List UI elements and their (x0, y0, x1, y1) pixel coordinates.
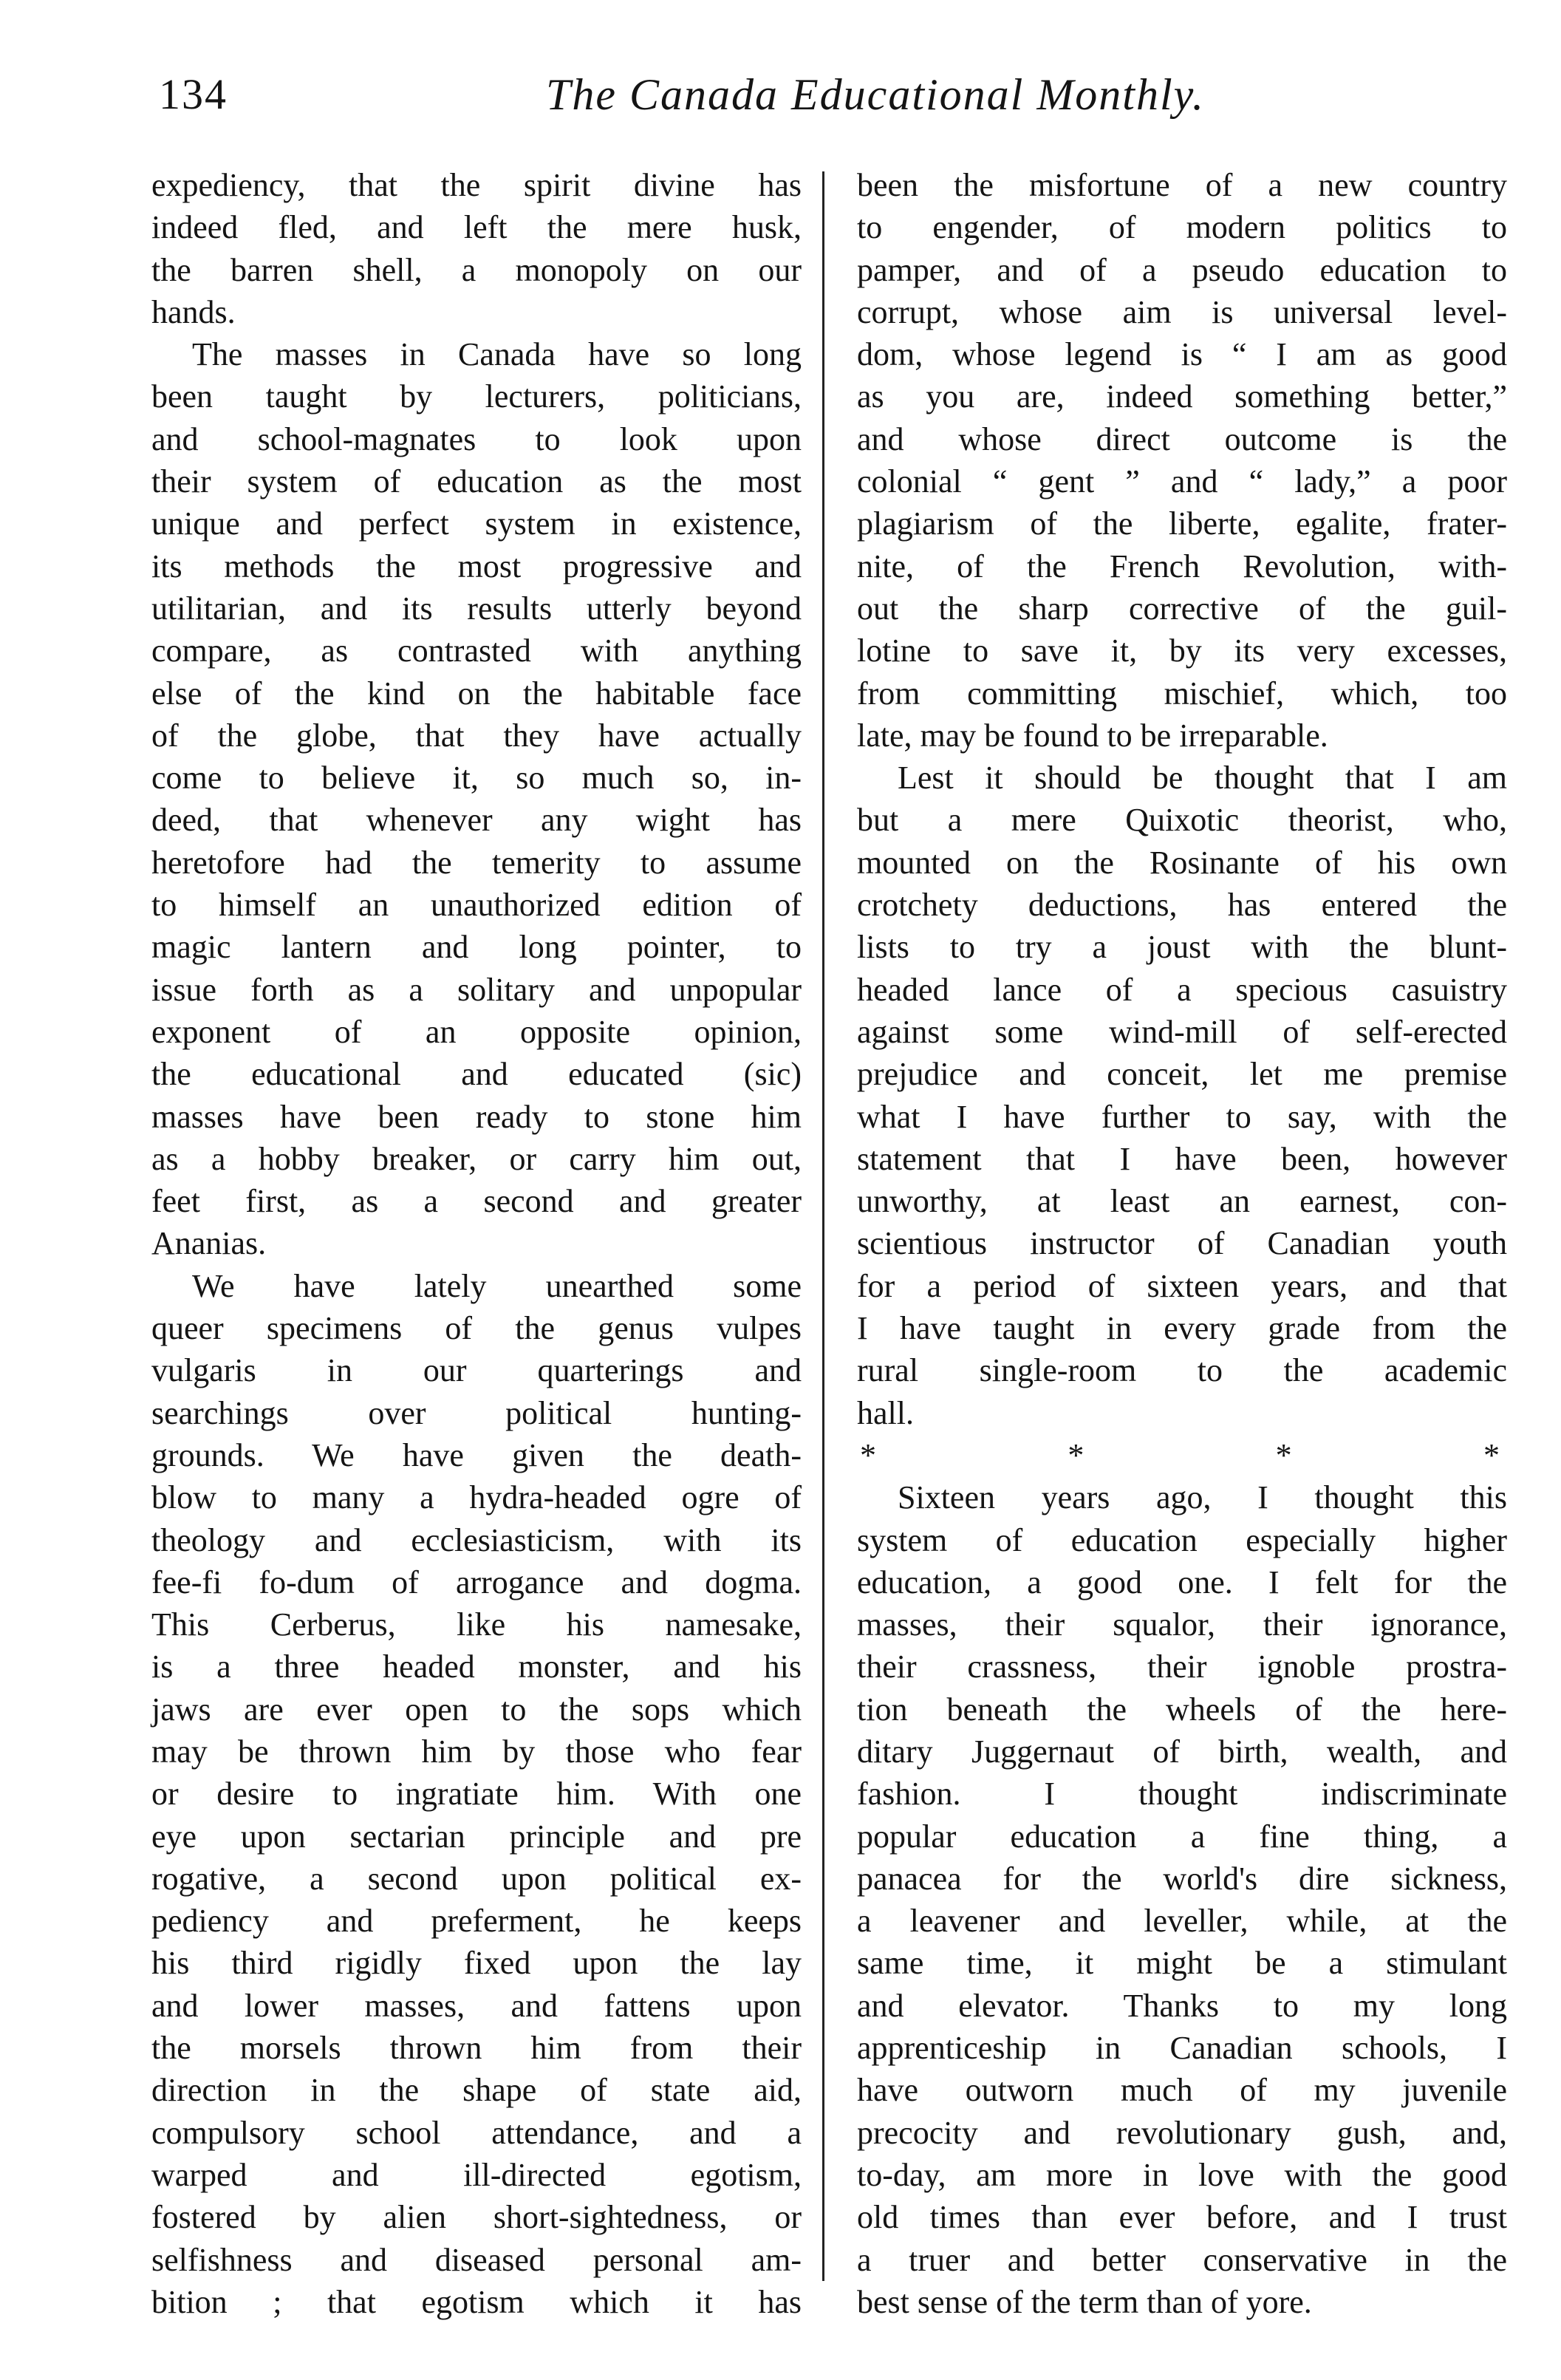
text-line: and elevator. Thanks to my long (857, 1987, 1507, 2024)
text-line: apprenticeship in Canadian schools, I (857, 2030, 1507, 2067)
text-line: Sixteen years ago, I thought this (898, 1479, 1507, 1516)
text-line: crotchety deductions, has entered the (857, 887, 1507, 924)
text-line: may be thrown him by those who fear (151, 1733, 802, 1770)
text-line: issue forth as a solitary and unpopular (151, 971, 802, 1008)
text-line: education, a good one. I felt for the (857, 1564, 1507, 1600)
text-line: magic lantern and long pointer, to (151, 929, 802, 966)
text-line: statement that I have been, however (857, 1140, 1507, 1177)
text-line: colonial “ gent ” and “ lady,” a poor (857, 463, 1507, 500)
text-line: nite, of the French Revolution, with- (857, 548, 1507, 584)
asterism-star: * (1275, 1436, 1292, 1473)
text-line: headed lance of a specious casuistry (857, 971, 1507, 1008)
text-line: queer specimens of the genus vulpes (151, 1310, 802, 1347)
text-line: tion beneath the wheels of the here- (857, 1691, 1507, 1728)
text-line: utilitarian, and its results utterly beyond (151, 590, 802, 627)
page-header (159, 65, 1503, 132)
text-line: pamper, and of a pseudo education to (857, 251, 1507, 288)
right-text-column (857, 164, 1507, 2323)
text-line: compulsory school attendance, and a (151, 2114, 802, 2151)
text-line: expediency, that the spirit divine has (151, 167, 802, 203)
text-line: vulgaris in our quarterings and (151, 1352, 802, 1389)
text-line: to-day, am more in love with the good (857, 2156, 1507, 2193)
text-line: precocity and revolutionary gush, and, (857, 2114, 1507, 2151)
text-line: from committing mischief, which, too (857, 675, 1507, 712)
text-line: warped and ill-directed egotism, (151, 2156, 802, 2193)
text-line: hands. (151, 293, 236, 330)
text-line: to himself an unauthorized edition of (151, 887, 802, 924)
text-line: Ananias. (151, 1225, 267, 1262)
text-line: blow to many a hydra-headed ogre of (151, 1479, 802, 1516)
text-line: been the misfortune of a new country (857, 167, 1507, 203)
text-line: dom, whose legend is “ I am as good (857, 336, 1507, 373)
text-line: system of education especially higher (857, 1521, 1507, 1558)
text-line: fostered by alien short-sightedness, or (151, 2199, 802, 2236)
column-divider (822, 171, 824, 2281)
text-line: scientious instructor of Canadian youth (857, 1225, 1507, 1262)
text-line: hall. (857, 1394, 914, 1431)
text-line: but a mere Quixotic theorist, who, (857, 802, 1507, 839)
text-line: rural single-room to the academic (857, 1352, 1507, 1389)
text-line: against some wind-mill of self-erected (857, 1013, 1507, 1050)
text-line: popular education a fine thing, a (857, 1818, 1507, 1855)
text-line: of the globe, that they have actually (151, 717, 802, 754)
text-line: their system of education as the most (151, 463, 802, 500)
text-line: or desire to ingratiate him. With one (151, 1776, 802, 1813)
text-line: This Cerberus, like his namesake, (151, 1606, 802, 1643)
text-line: lists to try a joust with the blunt- (857, 929, 1507, 966)
text-line: his third rigidly fixed upon the lay (151, 1945, 802, 1982)
text-line: a truer and better conservative in the (857, 2241, 1507, 2278)
text-line: masses, their squalor, their ignorance, (857, 1606, 1507, 1643)
text-line: I have taught in every grade from the (857, 1310, 1507, 1347)
text-line: and lower masses, and fattens upon (151, 1987, 802, 2024)
text-line: fashion. I thought indiscriminate (857, 1776, 1507, 1813)
section-break (857, 1434, 1507, 1476)
text-line: deed, that whenever any wight has (151, 802, 802, 839)
text-line: theology and ecclesiasticism, with its (151, 1521, 802, 1558)
running-title: The Canada Educational Monthly. (546, 70, 1205, 119)
text-line: lotine to save it, by its very excesses, (857, 632, 1507, 669)
asterism-star: * (1483, 1436, 1500, 1473)
text-line: same time, it might be a stimulant (857, 1945, 1507, 1982)
page-number: 134 (159, 70, 228, 118)
text-line: and school-magnates to look upon (151, 420, 802, 457)
text-line: pediency and preferment, he keeps (151, 1903, 802, 1940)
text-line: come to believe it, so much so, in- (151, 760, 802, 797)
text-line: We have lately unearthed some (192, 1267, 802, 1304)
text-line: its methods the most progressive and (151, 548, 802, 584)
text-line: fee-fi fo-dum of arrogance and dogma. (151, 1564, 802, 1600)
text-line: unique and perfect system in existence, (151, 505, 802, 542)
text-line: the barren shell, a monopoly on our (151, 251, 802, 288)
text-line: corrupt, whose aim is universal level- (857, 293, 1507, 330)
text-line: plagiarism of the liberte, egalite, frater- (857, 505, 1507, 542)
text-line: compare, as contrasted with anything (151, 632, 802, 669)
text-line: The masses in Canada have so long (192, 336, 802, 373)
text-line: a leavener and leveller, while, at the (857, 1903, 1507, 1940)
text-line: unworthy, at least an earnest, con- (857, 1183, 1507, 1220)
text-line: eye upon sectarian principle and pre (151, 1818, 802, 1855)
text-line: late, may be found to be irreparable. (857, 717, 1328, 754)
text-line: grounds. We have given the death- (151, 1436, 802, 1473)
text-line: panacea for the world's dire sickness, (857, 1860, 1507, 1897)
text-line: searchings over political hunting- (151, 1394, 802, 1431)
text-line: rogative, a second upon political ex- (151, 1860, 802, 1897)
text-line: indeed fled, and left the mere husk, (151, 209, 802, 246)
text-line: bition ; that egotism which it has (151, 2283, 802, 2320)
text-line: Lest it should be thought that I am (898, 760, 1507, 797)
text-line: as you are, indeed something better,” (857, 378, 1507, 415)
text-line: direction in the shape of state aid, (151, 2072, 802, 2109)
text-line: out the sharp corrective of the guil- (857, 590, 1507, 627)
text-line: the educational and educated (sic) (151, 1056, 802, 1093)
text-line: old times than ever before, and I trust (857, 2199, 1507, 2236)
text-line: ditary Juggernaut of birth, wealth, and (857, 1733, 1507, 1770)
text-line: is a three headed monster, and his (151, 1648, 802, 1685)
text-line: to engender, of modern politics to (857, 209, 1507, 246)
text-line: best sense of the term than of yore. (857, 2283, 1312, 2320)
text-line: selfishness and diseased personal am- (151, 2241, 802, 2278)
asterism-star: * (860, 1436, 876, 1473)
text-line: the morsels thrown him from their (151, 2030, 802, 2067)
text-line: as a hobby breaker, or carry him out, (151, 1140, 802, 1177)
text-line: their crassness, their ignoble prostra- (857, 1648, 1507, 1685)
text-line: been taught by lecturers, politicians, (151, 378, 802, 415)
text-line: and whose direct outcome is the (857, 420, 1507, 457)
text-line: masses have been ready to stone him (151, 1098, 802, 1135)
left-text-column (151, 164, 802, 2323)
text-line: heretofore had the temerity to assume (151, 844, 802, 881)
text-line: what I have further to say, with the (857, 1098, 1507, 1135)
text-line: else of the kind on the habitable face (151, 675, 802, 712)
text-line: exponent of an opposite opinion, (151, 1013, 802, 1050)
text-line: prejudice and conceit, let me premise (857, 1056, 1507, 1093)
asterism-star: * (1068, 1436, 1084, 1473)
text-line: feet first, as a second and greater (151, 1183, 802, 1220)
text-line: mounted on the Rosinante of his own (857, 844, 1507, 881)
text-line: for a period of sixteen years, and that (857, 1267, 1507, 1304)
text-line: jaws are ever open to the sops which (151, 1691, 802, 1728)
text-line: have outworn much of my juvenile (857, 2072, 1507, 2109)
